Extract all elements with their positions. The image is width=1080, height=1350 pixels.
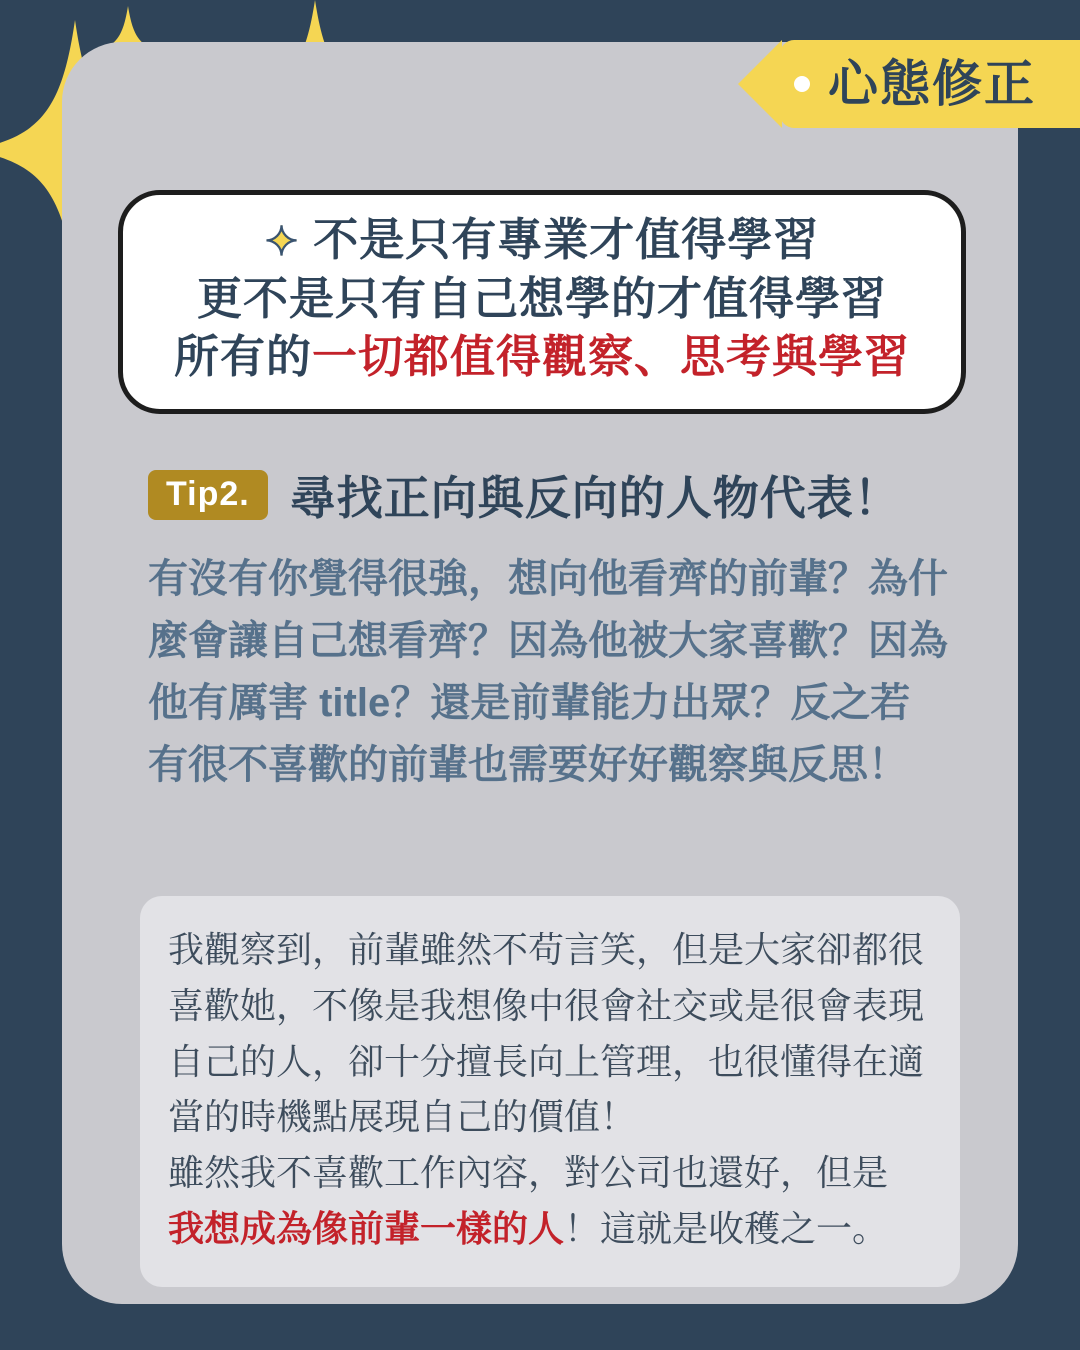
quote-line-3 (168, 1201, 932, 1257)
sparkle-icon: ✦ (264, 220, 300, 264)
headline-line-2: 更不是只有自己想學的才值得學習 (196, 272, 887, 324)
dot-icon (794, 76, 810, 92)
quote-box (140, 896, 960, 1287)
quote-line-2: 雖然我不喜歡工作內容，對公司也還好，但是 (168, 1152, 889, 1194)
tip-heading (148, 462, 901, 528)
category-tag (780, 40, 1080, 128)
headline-text-3-prefix: 所有的 (173, 331, 312, 382)
quote-line-3-suffix: ！這就是收穫之一。 (564, 1207, 889, 1249)
category-tag-label: 心態修正 (828, 56, 1036, 112)
headline-text-1: 不是只有專業才值得學習 (313, 214, 820, 265)
headline-text-3-highlight: 一切都值得觀察、思考與學習 (312, 331, 911, 382)
quote-highlight: 我想成為像前輩一樣的人 (168, 1207, 565, 1249)
tip-badge: Tip2. (148, 470, 268, 520)
headline-line-3 (147, 328, 937, 387)
headline-box (118, 190, 966, 414)
tip-title: 尋找正向與反向的人物代表！ (289, 472, 901, 524)
body-paragraph: 有沒有你覺得很強，想向他看齊的前輩？為什麼會讓自己想看齊？因為他被大家喜歡？因為他有厲害 title？還是前輩能力出眾？反之若有很不喜歡的前輩也需要好好觀察與反思！ (148, 557, 948, 787)
headline-line-1 (147, 211, 937, 270)
quote-line-1: 我觀察到，前輩雖然不苟言笑，但是大家卻都很喜歡她，不像是我想像中很會社交或是很會表現自己的人，卻十分擅長向上管理，也很懂得在適當的時機點展現自己的價值！ (168, 929, 925, 1138)
